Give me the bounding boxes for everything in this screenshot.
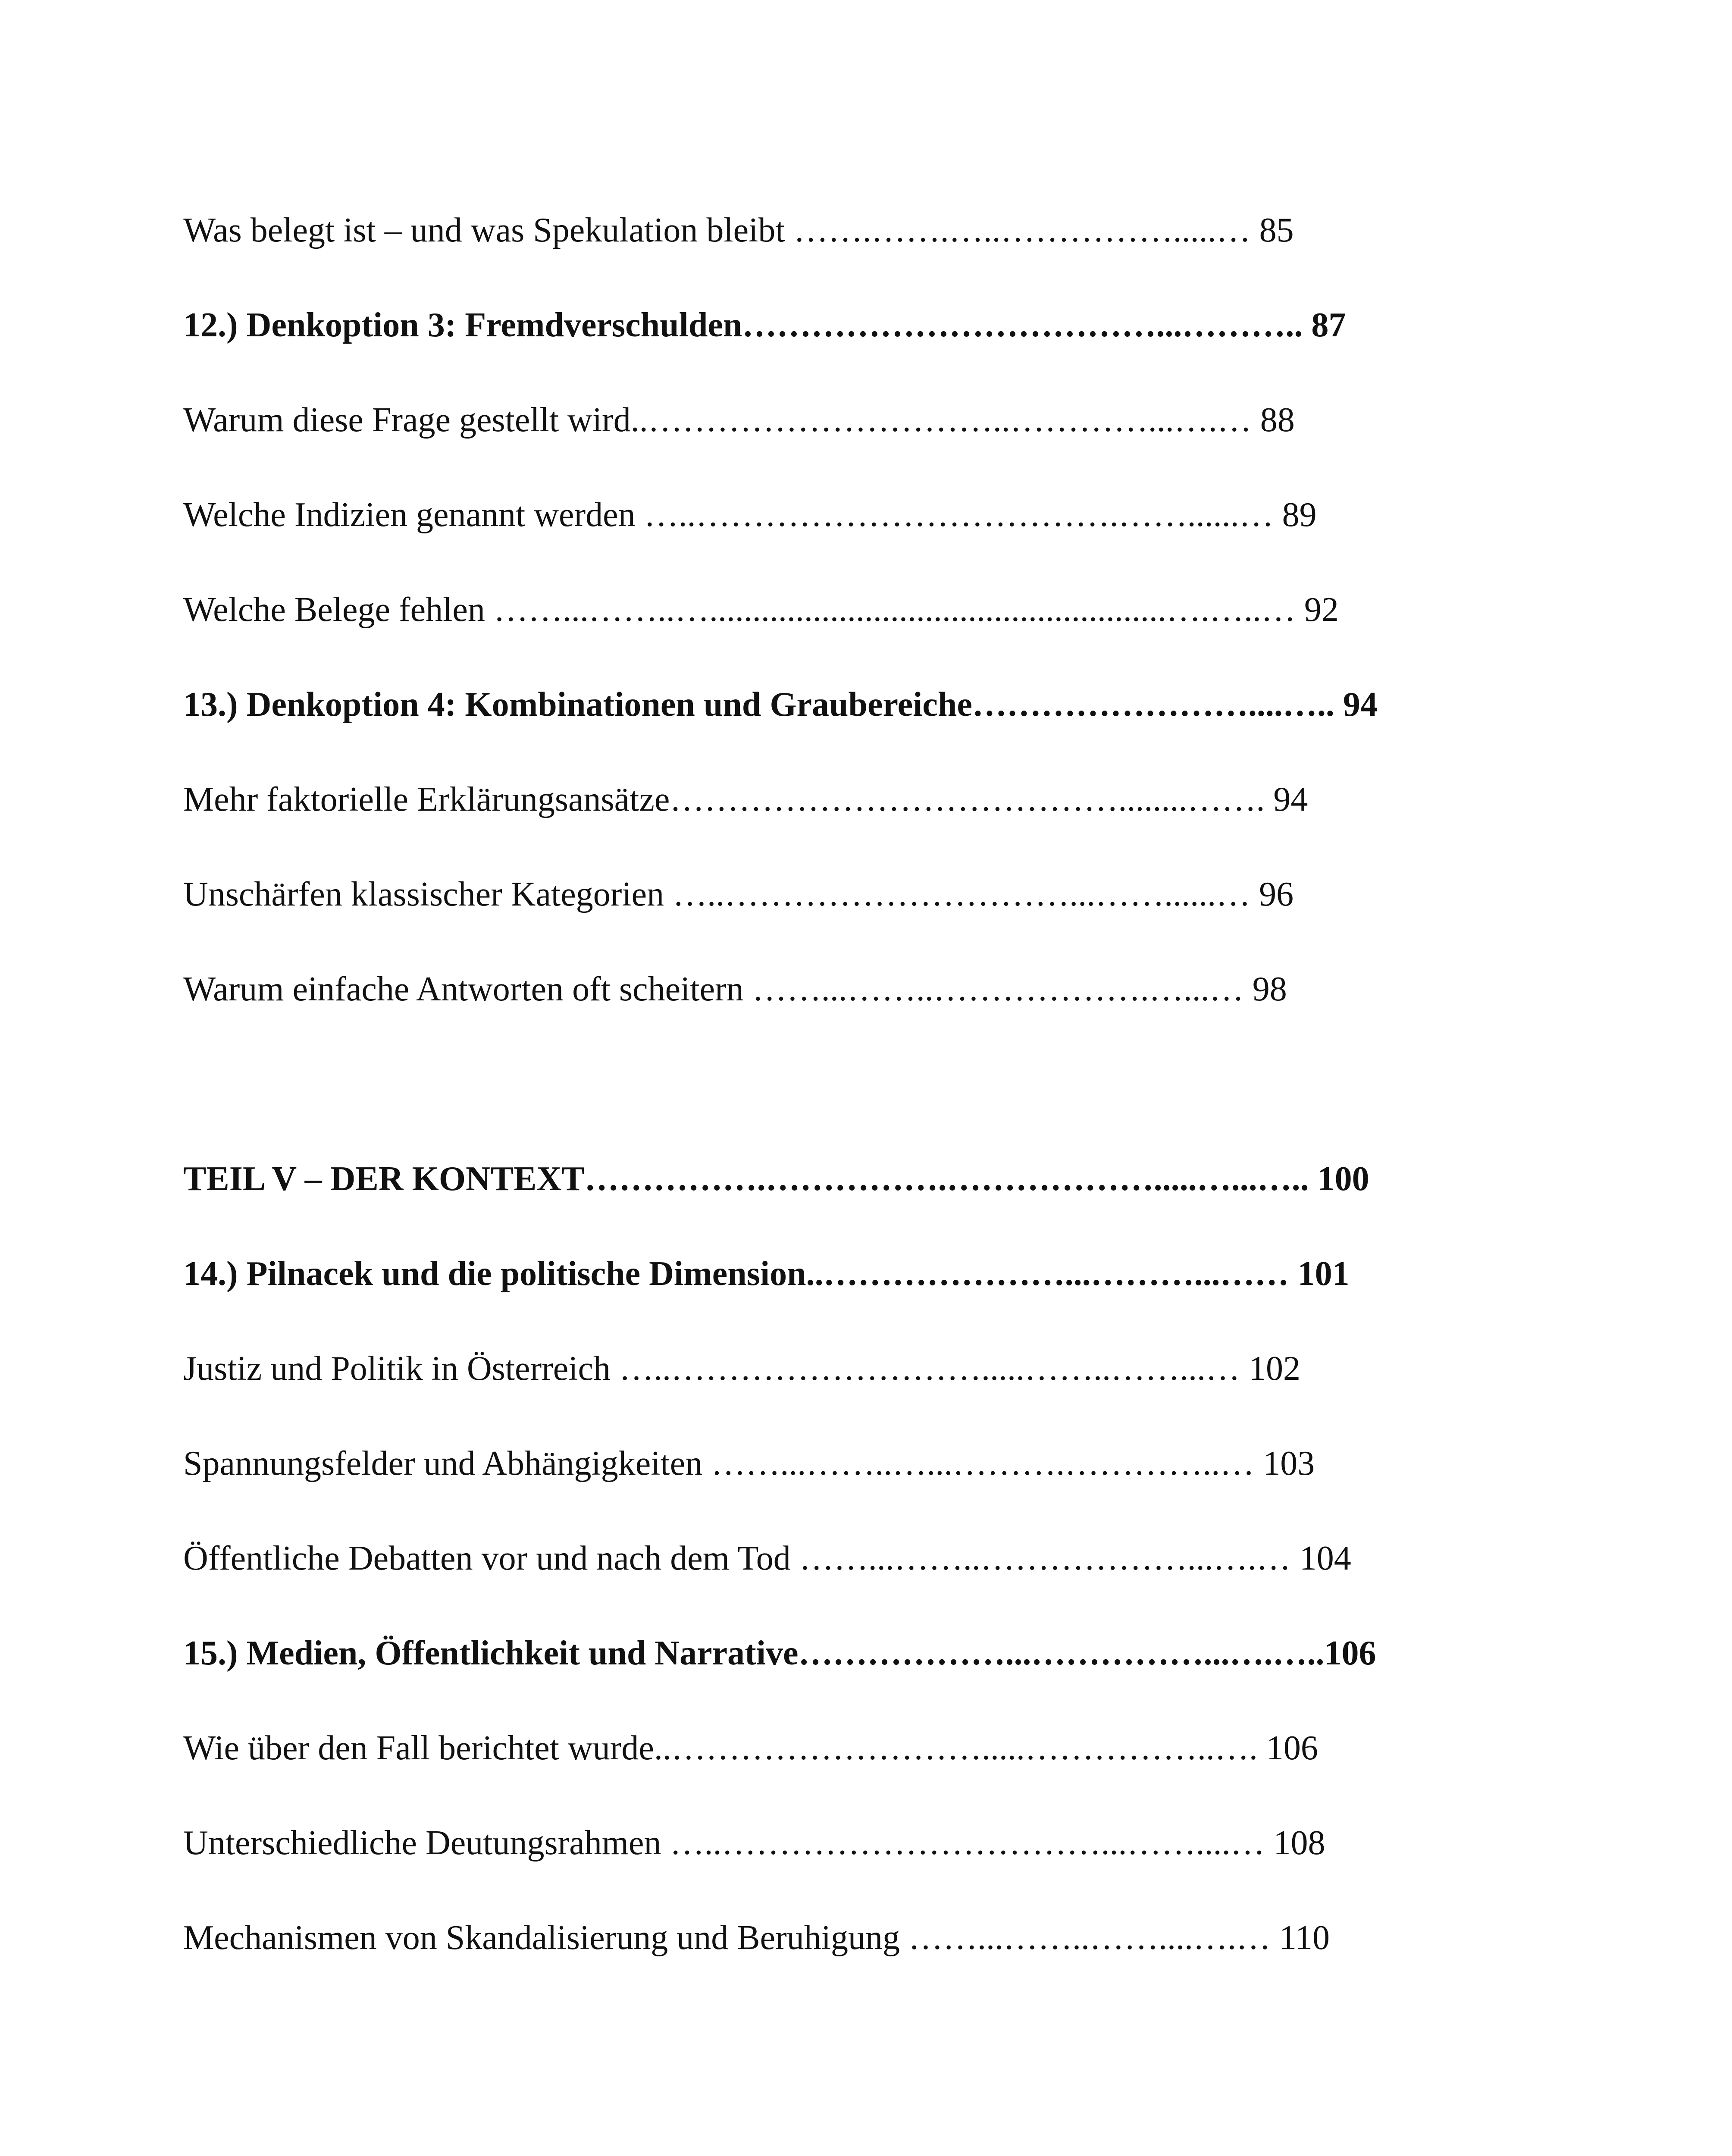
toc-entry-warum-einfache: Warum einfache Antworten oft scheitern ……...……..……………….…...… 98 — [183, 970, 1287, 1008]
toc-entry-welche-belege: Welche Belege fehlen ……...……..….....................................................….…..… 92 — [183, 591, 1339, 629]
toc-chapter-13: 13.) Denkoption 4: Kombinationen und Graubereiche……………………....….. 94 — [183, 686, 1378, 724]
toc-entry-wie-berichtet: Wie über den Fall berichtet wurde..……………………….....……………..…. 106 — [183, 1729, 1318, 1767]
toc-part-v: TEIL V – DER KONTEXT…………….…………….……………….....…...….. 100 — [183, 1160, 1369, 1198]
toc-entry-welche-indizien: Welche Indizien genannt werden …..……………………………….……......… 89 — [183, 496, 1317, 534]
toc-entry-deutungsrahmen: Unterschiedliche Deutungsrahmen …..……………………………...……....… 108 — [183, 1824, 1325, 1862]
toc-entry-oeffentliche-debatten: Öffentliche Debatten vor und nach dem Tod ……...……..………………...….… 104 — [183, 1539, 1351, 1577]
toc-chapter-12: 12.) Denkoption 3: Fremdverschulden………………………………...……….. 87 — [183, 306, 1346, 344]
toc-entry-was-belegt: Was belegt ist – und was Spekulation bleibt …….…….…..…………….....… 85 — [183, 211, 1294, 249]
toc-entry-warum-diese-frage: Warum diese Frage gestellt wird..…………………………..…………...….… 88 — [183, 401, 1295, 439]
toc-entry-justiz-politik: Justiz und Politik in Österreich …..……………………….....……..……...… 102 — [183, 1350, 1301, 1388]
toc-entry-unschaerfen: Unschärfen klassischer Kategorien …..…………………………...……......… 96 — [183, 875, 1294, 913]
toc-chapter-14: 14.) Pilnacek und die politische Dimension..…………………...………...…… 101 — [183, 1255, 1350, 1293]
toc-entry-mehr-faktorielle: Mehr faktorielle Erklärungsansätze…………………………………........……. 94 — [183, 780, 1308, 818]
toc-entry-mechanismen: Mechanismen von Skandalisierung und Beruhigung ……...……..……....….… 110 — [183, 1919, 1330, 1957]
toc-chapter-15: 15.) Medien, Öffentlichkeit und Narrative………………...……………...….…..106 — [183, 1634, 1376, 1672]
toc-entry-spannungsfelder: Spannungsfelder und Abhängigkeiten ……...……..…...……….…………..… 103 — [183, 1445, 1315, 1482]
